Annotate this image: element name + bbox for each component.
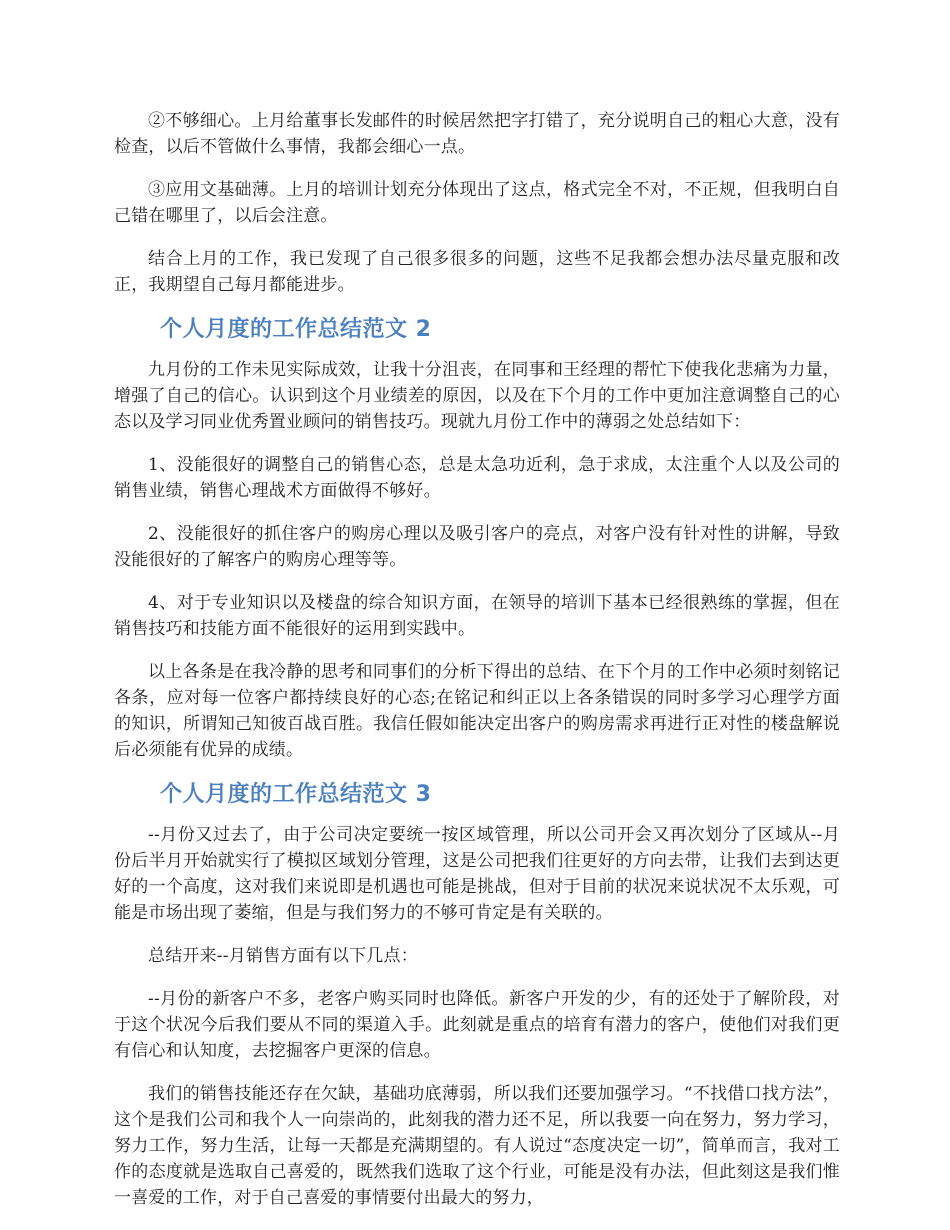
paragraph: 结合上月的工作，我已发现了自己很多很多的问题，这些不足我都会想办法尽量克服和改正，我期望自己每月都能进步。 <box>114 249 840 295</box>
paragraph: ②不够细心。上月给董事长发邮件的时候居然把字打错了，充分说明自己的粗心大意，没有检查，以后不管做什么事情，我都会细心一点。 <box>114 111 840 157</box>
paragraph: 2、没能很好的抓住客户的购房心理以及吸引客户的亮点，对客户没有针对性的讲解，导致没能很好的了解客户的购房心理等等。 <box>114 524 840 570</box>
paragraph: --月份又过去了，由于公司决定要统一按区域管理，所以公司开会又再次划分了区域从--月份后半月开始就实行了模拟区域划分管理，这是公司把我们往更好的方向去带，让我们去到达更好的一个高度，这对我们来说即是机遇也可能是挑战，但对于目前的状况来说状况不太乐观，可能是市场出现了萎缩，但是与我们努力的不够可肯定是有关联的。 <box>114 825 840 923</box>
section-heading-3: 个人月度的工作总结范文 3 <box>160 782 432 807</box>
paragraph: ③应用文基础薄。上月的培训计划充分体现出了这点，格式完全不对，不正规，但我明白自己错在哪里了，以后会注意。 <box>114 180 840 226</box>
paragraph: 4、对于专业知识以及楼盘的综合知识方面，在领导的培训下基本已经很熟练的掌握，但在销售技巧和技能方面不能很好的运用到实践中。 <box>114 593 840 639</box>
paragraph: --月份的新客户不多，老客户购买同时也降低。新客户开发的少，有的还处于了解阶段，对于这个状况今后我们要从不同的渠道入手。此刻就是重点的培育有潜力的客户，使他们对我们更有信心和认知度，去挖掘客户更深的信息。 <box>114 989 840 1061</box>
paragraph: 以上各条是在我冷静的思考和同事们的分析下得出的总结、在下个月的工作中必须时刻铭记各条，应对每一位客户都持续良好的心态;在铭记和纠正以上各条错误的同时多学习心理学方面的知识，所谓知己知彼百战百胜。我信任假如能决定出客户的购房需求再进行正对性的楼盘解说后必须能有优异的成绩。 <box>114 662 840 760</box>
paragraph: 九月份的工作未见实际成效，让我十分沮丧，在同事和王经理的帮忙下使我化悲痛为力量，增强了自己的信心。认识到这个月业绩差的原因，以及在下个月的工作中更加注意调整自己的心态以及学习同业优秀置业顾问的销售技巧。现就九月份工作中的薄弱之处总结如下： <box>114 360 840 432</box>
section-heading-2: 个人月度的工作总结范文 2 <box>160 317 432 342</box>
paragraph: 我们的销售技能还存在欠缺，基础功底薄弱，所以我们还要加强学习。“不找借口找方法”，这个是我们公司和我个人一向崇尚的，此刻我的潜力还不足，所以我要一向在努力，努力学习，努力工作，努力生活，让每一天都是充满期望的。有人说过“态度决定一切”，简单而言，我对工作的态度就是选取自己喜爱的，既然我们选取了这个行业，可能是没有办法，但此刻这是我们惟一喜爱的工作，对于自己喜爱的事情要付出最大的努力， <box>114 1084 840 1208</box>
paragraph: 1、没能很好的调整自己的销售心态，总是太急功近利，急于求成，太注重个人以及公司的销售业绩，销售心理战术方面做得不够好。 <box>114 455 840 501</box>
document-body <box>114 108 840 1228</box>
paragraph: 总结开来--月销售方面有以下几点： <box>148 946 418 966</box>
